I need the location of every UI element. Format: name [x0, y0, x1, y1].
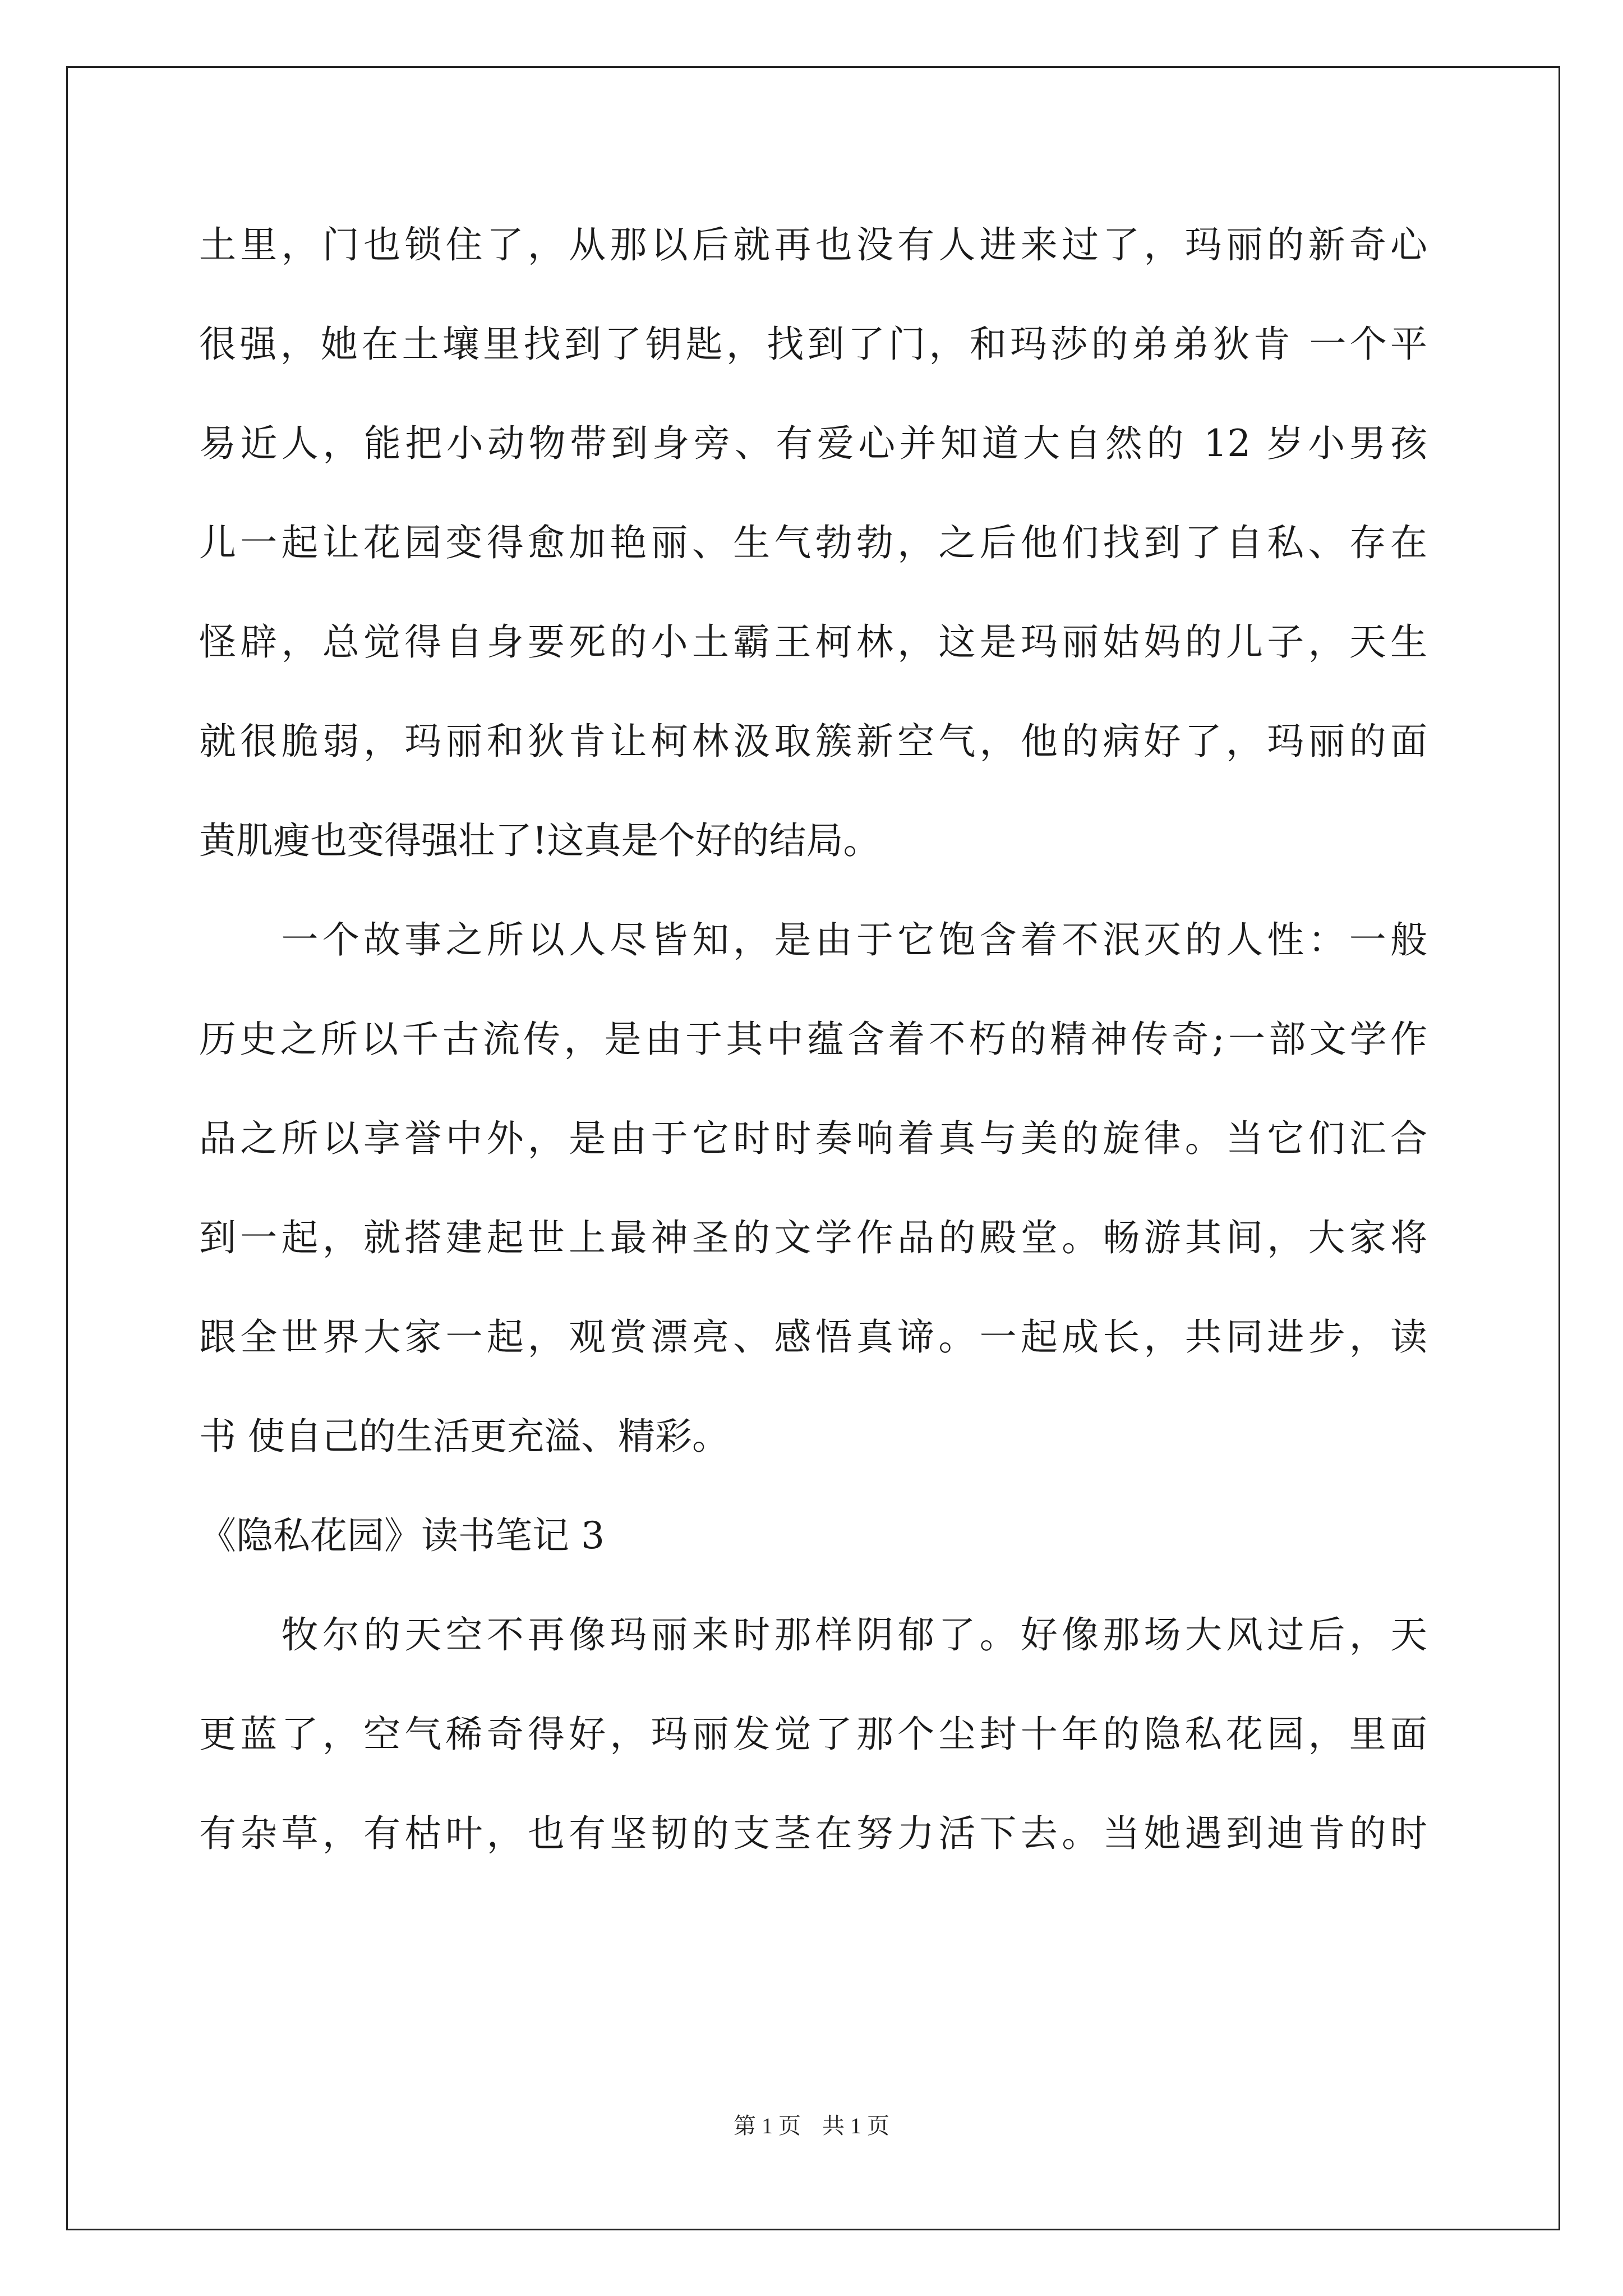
section-heading: 《隐私花园》读书笔记 3 — [199, 1514, 605, 1557]
text-line: 历史之所以千古流传，是由于其中蕴含着不朽的精神传奇;一部文学作 — [199, 1018, 1427, 1061]
text-line: 书 使自己的生活更充溢、精彩。 — [199, 1415, 729, 1458]
text-line: 有杂草，有枯叶，也有坚韧的支茎在努力活下去。当她遇到迪肯的时 — [199, 1812, 1427, 1855]
page-footer — [0, 2108, 1623, 2140]
page-number: 第 1 页 — [734, 2113, 801, 2138]
text-line: 跟全世界大家一起，观赏漂亮、感悟真谛。一起成长，共同进步，读 — [199, 1315, 1427, 1359]
text-line: 易近人，能把小动物带到身旁、有爱心并知道大自然的 12 岁小男孩 — [199, 422, 1427, 465]
text-line: 牧尔的天空不再像玛丽来时那样阴郁了。好像那场大风过后，天 — [199, 1613, 1427, 1657]
text-line: 土里，门也锁住了，从那以后就再也没有人进来过了，玛丽的新奇心 — [199, 223, 1427, 266]
text-line: 就很脆弱，玛丽和狄肯让柯林汲取簇新空气，他的病好了，玛丽的面 — [199, 720, 1427, 763]
text-line: 黄肌瘦也变得强壮了!这真是个好的结局。 — [199, 819, 880, 862]
text-line: 到一起，就搭建起世上最神圣的文学作品的殿堂。畅游其间，大家将 — [199, 1216, 1427, 1259]
document-body — [199, 216, 1427, 1904]
page-total: 共 1 页 — [822, 2113, 889, 2138]
text-line: 儿一起让花园变得愈加艳丽、生气勃勃，之后他们找到了自私、存在 — [199, 521, 1427, 564]
text-line: 品之所以享誉中外，是由于它时时奏响着真与美的旋律。当它们汇合 — [199, 1117, 1427, 1160]
text-line: 更蓝了，空气稀奇得好，玛丽发觉了那个尘封十年的隐私花园，里面 — [199, 1713, 1427, 1756]
text-line: 一个故事之所以人尽皆知，是由于它饱含着不泯灭的人性：一般 — [199, 918, 1427, 961]
text-line: 怪辟，总觉得自身要死的小土霸王柯林，这是玛丽姑妈的儿子，天生 — [199, 620, 1427, 664]
text-line: 很强，她在土壤里找到了钥匙，找到了门，和玛莎的弟弟狄肯 一个平 — [199, 323, 1427, 366]
